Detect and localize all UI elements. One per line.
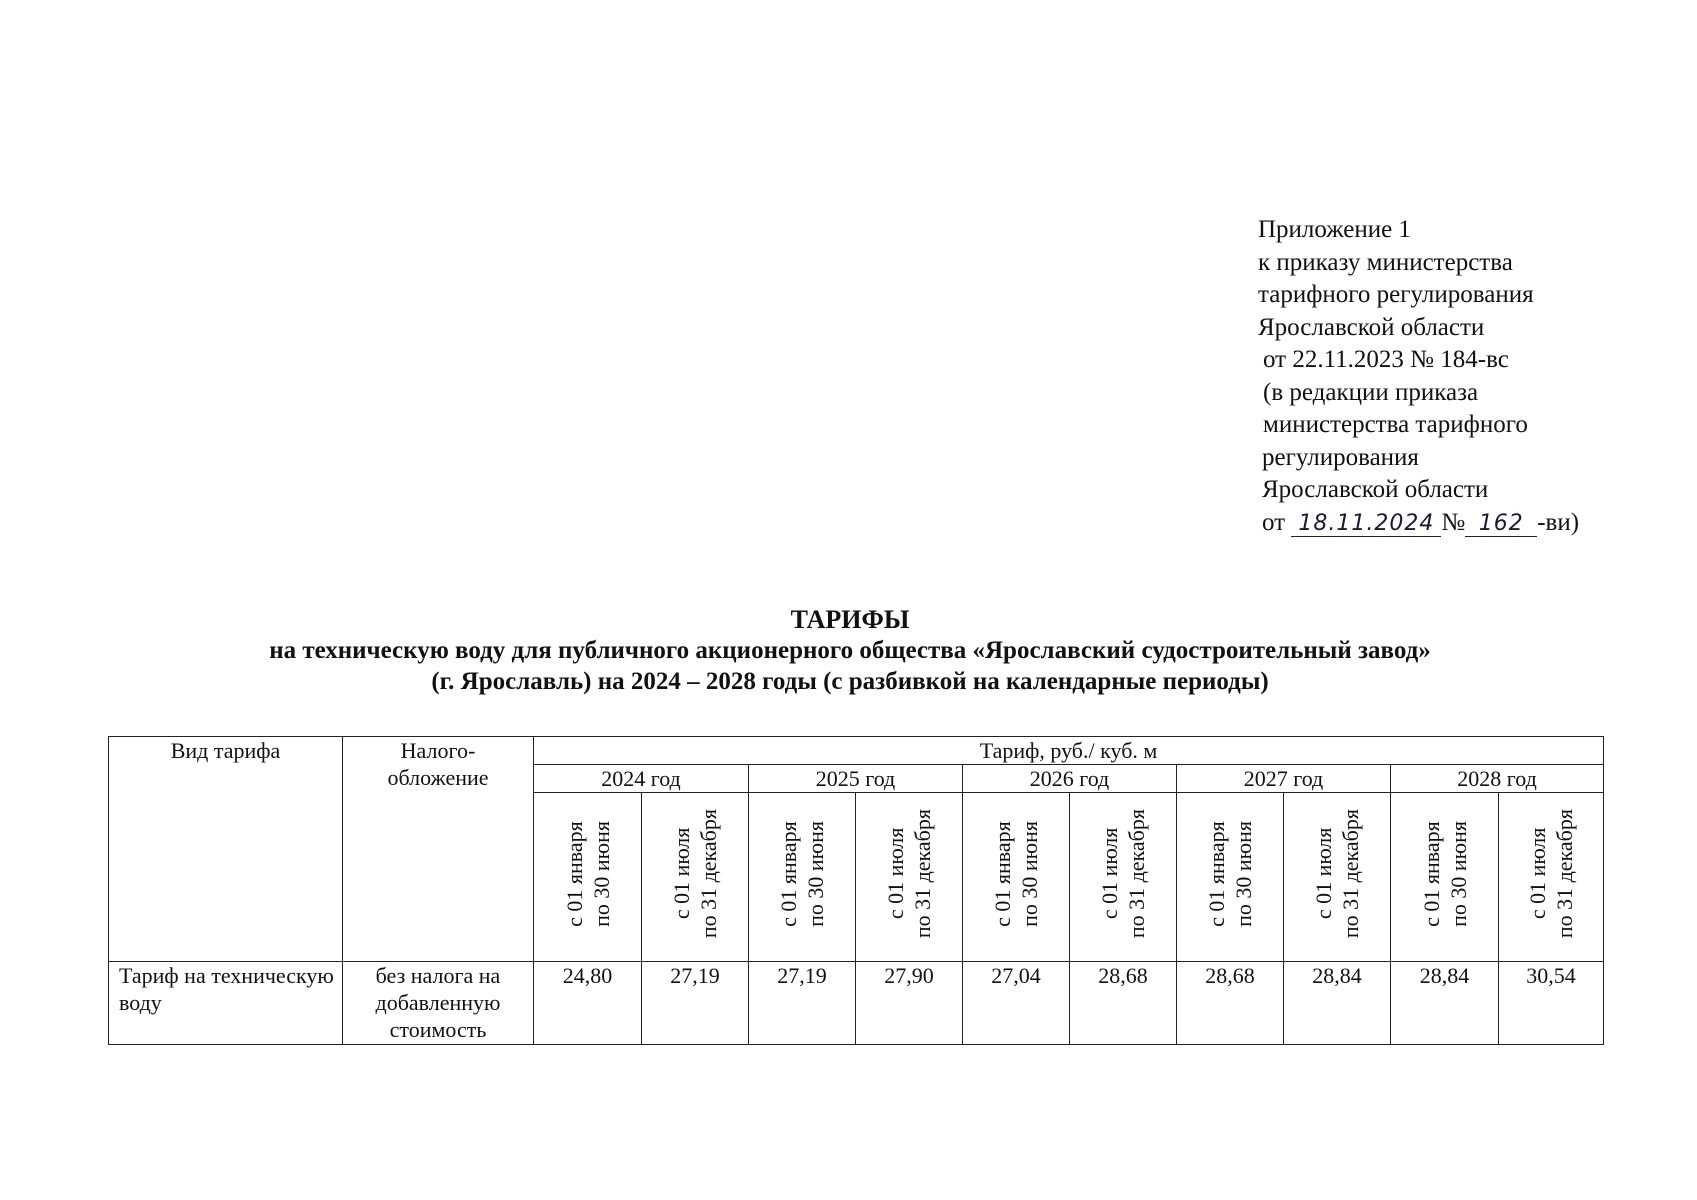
- header-period: с 01 июля по 31 декабря: [1284, 793, 1391, 962]
- appendix-line: (в редакции приказа: [1263, 378, 1479, 406]
- amendment-prefix: от: [1262, 508, 1286, 536]
- title-heading: ТАРИФЫ: [790, 605, 910, 634]
- amendment-suffix: -ви): [1537, 508, 1580, 536]
- appendix-amendment-line: [1258, 507, 1678, 540]
- appendix-block: [1258, 214, 1678, 539]
- document-title: [100, 604, 1600, 697]
- tariff-value: 27,19: [749, 962, 856, 1045]
- row-taxation: без налога на добавленную стоимость: [343, 962, 534, 1045]
- appendix-line: тарифного регулирования: [1258, 281, 1534, 308]
- header-period: с 01 июля по 31 декабря: [1070, 793, 1177, 962]
- appendix-line: Ярославской области: [1262, 476, 1489, 503]
- header-year: 2025 год: [749, 765, 963, 793]
- tariff-value: 27,04: [963, 962, 1070, 1045]
- header-period: с 01 января по 30 июня: [749, 793, 856, 962]
- tariff-value: 28,68: [1177, 962, 1284, 1045]
- tariff-value: 28,84: [1391, 962, 1499, 1045]
- title-subtitle: на техническую воду для публичного акционерного общества «Ярославский судостроительный завод»: [269, 637, 1431, 664]
- tariff-value: 24,80: [534, 962, 642, 1045]
- header-year: 2027 год: [1177, 765, 1391, 793]
- appendix-line: Приложение 1: [1258, 216, 1411, 243]
- tariff-value: 27,19: [642, 962, 749, 1045]
- appendix-line: министерства тарифного: [1263, 411, 1528, 438]
- tariff-value: 27,90: [856, 962, 963, 1045]
- header-tariff-type: Вид тарифа: [109, 737, 343, 962]
- handwritten-date: 18.11.2024: [1291, 512, 1441, 537]
- header-period: с 01 января по 30 июня: [1391, 793, 1499, 962]
- tariff-value: 30,54: [1499, 962, 1604, 1045]
- row-tariff-type: Тариф на техническую воду: [109, 962, 343, 1045]
- header-period: с 01 июля по 31 декабря: [1499, 793, 1604, 962]
- appendix-line: к приказу министерства: [1258, 248, 1513, 276]
- header-period: с 01 января по 30 июня: [1177, 793, 1284, 962]
- table-row: [109, 962, 1604, 1045]
- appendix-line: Ярославской области: [1258, 313, 1485, 341]
- table-header-row: [109, 737, 1604, 765]
- header-period: с 01 июля по 31 декабря: [856, 793, 963, 962]
- tariff-value: 28,68: [1070, 962, 1177, 1045]
- tariffs-table: [108, 736, 1604, 1045]
- tariff-value: 28,84: [1284, 962, 1391, 1045]
- header-period: с 01 января по 30 июня: [534, 793, 642, 962]
- header-year: 2028 год: [1391, 765, 1604, 793]
- header-year: 2026 год: [963, 765, 1177, 793]
- header-taxation: Налого-обложение: [343, 737, 534, 962]
- header-tariff-unit: Тариф, руб./ куб. м: [534, 737, 1604, 765]
- handwritten-number: 162: [1465, 512, 1537, 537]
- appendix-line: от 22.11.2023 № 184-вс: [1263, 346, 1509, 373]
- header-period: с 01 июля по 31 декабря: [642, 793, 749, 962]
- appendix-line: регулирования: [1262, 443, 1419, 471]
- header-period: с 01 января по 30 июня: [963, 793, 1070, 962]
- number-sign: №: [1441, 508, 1466, 536]
- title-subtitle: (г. Ярославль) на 2024 – 2028 годы (с разбивкой на календарные периоды): [431, 668, 1269, 695]
- header-year: 2024 год: [534, 765, 749, 793]
